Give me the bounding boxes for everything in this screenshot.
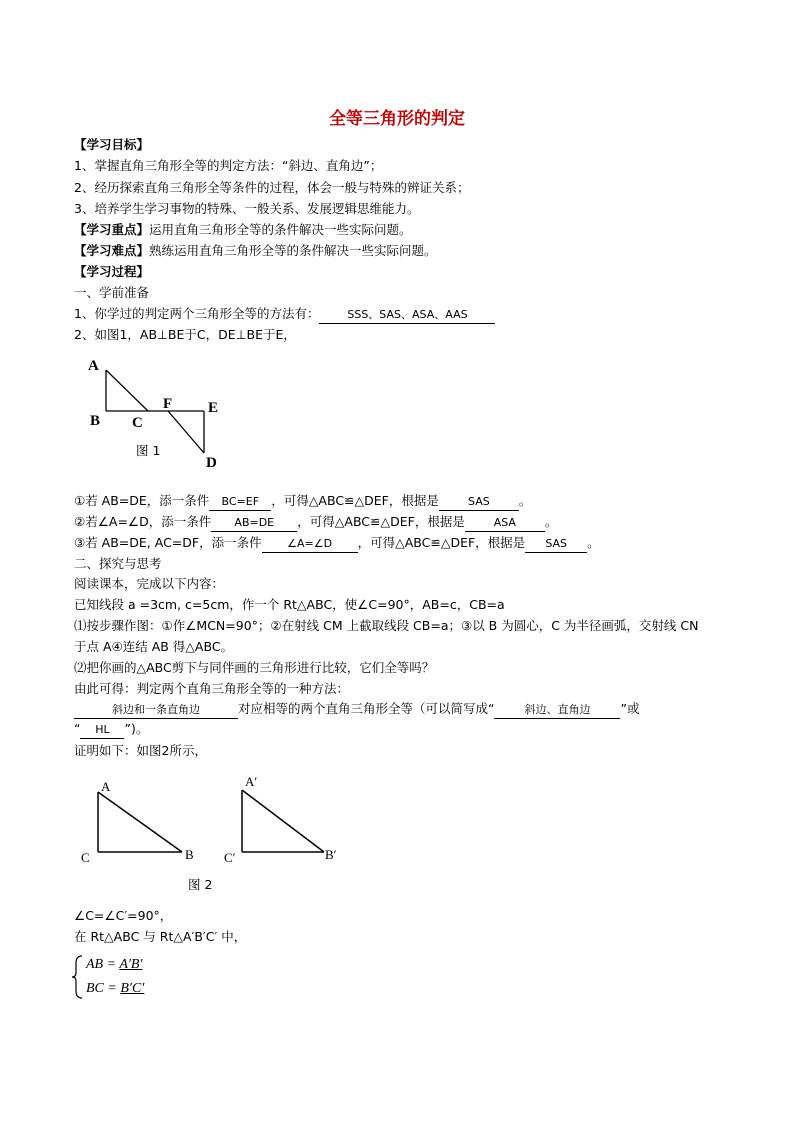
conclusion-mid: 对应相等的两个直角三角形全等（可以简写成“ bbox=[238, 701, 495, 716]
hl-blank: HL bbox=[80, 722, 124, 739]
given-line: 已知线段 a =3cm, c=5cm，作一个 Rt△ABC，使∠C=90°，AB=c，CB=a bbox=[74, 597, 505, 612]
hl-line bbox=[74, 721, 148, 739]
condition-3-pre: ③若 AB=DE, AC=DF，添一条件 bbox=[74, 535, 262, 550]
fig1-label-d: D bbox=[206, 455, 217, 471]
fig1-label-c: C bbox=[132, 415, 143, 431]
conclusion-end: ”或 bbox=[620, 701, 640, 716]
conclusion-line bbox=[74, 701, 639, 719]
hl-end: ”)。 bbox=[124, 721, 149, 736]
condition-1-mid: ，可得△ABC≌△DEF，根据是 bbox=[271, 493, 439, 508]
condition-1-reason: SAS bbox=[439, 494, 519, 511]
fig1-label-e: E bbox=[208, 400, 219, 416]
condition-3-reason: SAS bbox=[525, 536, 587, 553]
condition-2-pre: ②若∠A=∠D，添一条件 bbox=[74, 514, 212, 529]
fig1-label-b: B bbox=[90, 413, 101, 429]
fig2-label-b-prime: B′ bbox=[325, 847, 337, 862]
condition-2 bbox=[74, 514, 557, 532]
condition-3-answer: ∠A=∠D bbox=[262, 536, 358, 553]
angle-line: ∠C=∠C′=90°， bbox=[74, 908, 173, 923]
system-2-lhs: BC = bbox=[86, 981, 121, 996]
condition-3-mid: ，可得△ABC≌△DEF，根据是 bbox=[357, 535, 526, 550]
system-1-lhs: AB = bbox=[86, 957, 120, 972]
process-header: 【学习过程】 bbox=[74, 264, 150, 279]
step2-line: ⑵把你画的△ABC剪下与同伴画的三角形进行比较，它们全等吗？ bbox=[74, 660, 435, 675]
key-point-text: 运用直角三角形全等的条件解决一些实际问题。 bbox=[149, 222, 412, 237]
question-1 bbox=[74, 306, 495, 324]
fig2-label-b: B bbox=[185, 847, 194, 862]
fig1-label-a: A bbox=[88, 358, 99, 374]
conclusion-blank: 斜边和一条直角边 bbox=[74, 702, 238, 719]
page-title: 全等三角形的判定 bbox=[329, 109, 465, 129]
condition-3 bbox=[74, 535, 600, 553]
difficulty bbox=[74, 243, 437, 259]
condition-2-reason: ASA bbox=[465, 515, 545, 532]
difficulty-text: 熟练运用直角三角形全等的条件解决一些实际问题。 bbox=[149, 243, 437, 258]
condition-1-end: 。 bbox=[518, 493, 532, 508]
step1-line2: 于点 A④连结 AB 得△ABC。 bbox=[74, 639, 234, 654]
system-1-rhs: A′B′ bbox=[119, 957, 143, 972]
section1-header: 一、学前准备 bbox=[74, 285, 150, 300]
fig1-caption: 图 1 bbox=[136, 443, 161, 458]
objective-1: 1、掌握直角三角形全等的判定方法：“斜边、直角边”； bbox=[74, 158, 383, 173]
condition-1 bbox=[74, 493, 531, 511]
figure-2 bbox=[96, 790, 346, 860]
question-1-text: 1、你学过的判定两个三角形全等的方法有： bbox=[74, 306, 320, 321]
fig2-label-c: C bbox=[81, 850, 90, 865]
fig2-caption: 图 2 bbox=[188, 877, 213, 892]
objective-3: 3、培养学生学习事物的特殊、一般关系、发展逻辑思维能力。 bbox=[74, 201, 420, 216]
key-point bbox=[74, 222, 412, 238]
step1-line1: ⑴按步骤作图：①作∠MCN=90°；②在射线 CM 上截取线段 CB=a；③以 B 为圆心，C 为半径画弧，交射线 CN bbox=[74, 618, 699, 633]
objective-2: 2、经历探索直角三角形全等条件的过程，体会一般与特殊的辨证关系； bbox=[74, 180, 470, 195]
conclusion-intro: 由此可得：判定两个直角三角形全等的一种方法： bbox=[74, 681, 350, 696]
fig2-label-a: A bbox=[101, 779, 111, 794]
hl-pre: “ bbox=[74, 721, 81, 736]
difficulty-label: 【学习难点】 bbox=[74, 243, 150, 258]
condition-2-answer: AB=DE bbox=[211, 515, 297, 532]
objectives-header: 【学习目标】 bbox=[74, 137, 150, 152]
read-instruction: 阅读课本，完成以下内容： bbox=[74, 576, 225, 591]
question-1-answer: SSS、SAS、ASA、AAS bbox=[319, 307, 495, 324]
conclusion-abbr-blank: 斜边、直角边 bbox=[494, 702, 620, 719]
question-2: 2、如图1，AB⊥BE于C，DE⊥BE于E， bbox=[74, 327, 296, 342]
proof-intro: 证明如下：如图2所示， bbox=[74, 743, 207, 758]
fig2-label-c-prime: C′ bbox=[224, 850, 236, 865]
system-2-rhs: B′C′ bbox=[120, 981, 145, 996]
condition-1-pre: ①若 AB=DE，添一条件 bbox=[74, 493, 210, 508]
condition-3-end: 。 bbox=[587, 535, 600, 550]
condition-2-mid: ，可得△ABC≌△DEF，根据是 bbox=[297, 514, 465, 529]
section2-header: 二、探究与思考 bbox=[74, 556, 162, 571]
fig2-label-a-prime: A′ bbox=[245, 774, 258, 789]
system-brace bbox=[72, 955, 84, 999]
condition-1-answer: BC=EF bbox=[209, 494, 271, 511]
system-row-2 bbox=[86, 981, 144, 997]
key-point-label: 【学习重点】 bbox=[74, 222, 150, 237]
condition-2-end: 。 bbox=[544, 514, 558, 529]
in-line: 在 Rt△ABC 与 Rt△A′B′C′ 中， bbox=[74, 929, 247, 944]
system-row-1 bbox=[86, 957, 143, 973]
fig1-label-f: F bbox=[163, 396, 173, 412]
